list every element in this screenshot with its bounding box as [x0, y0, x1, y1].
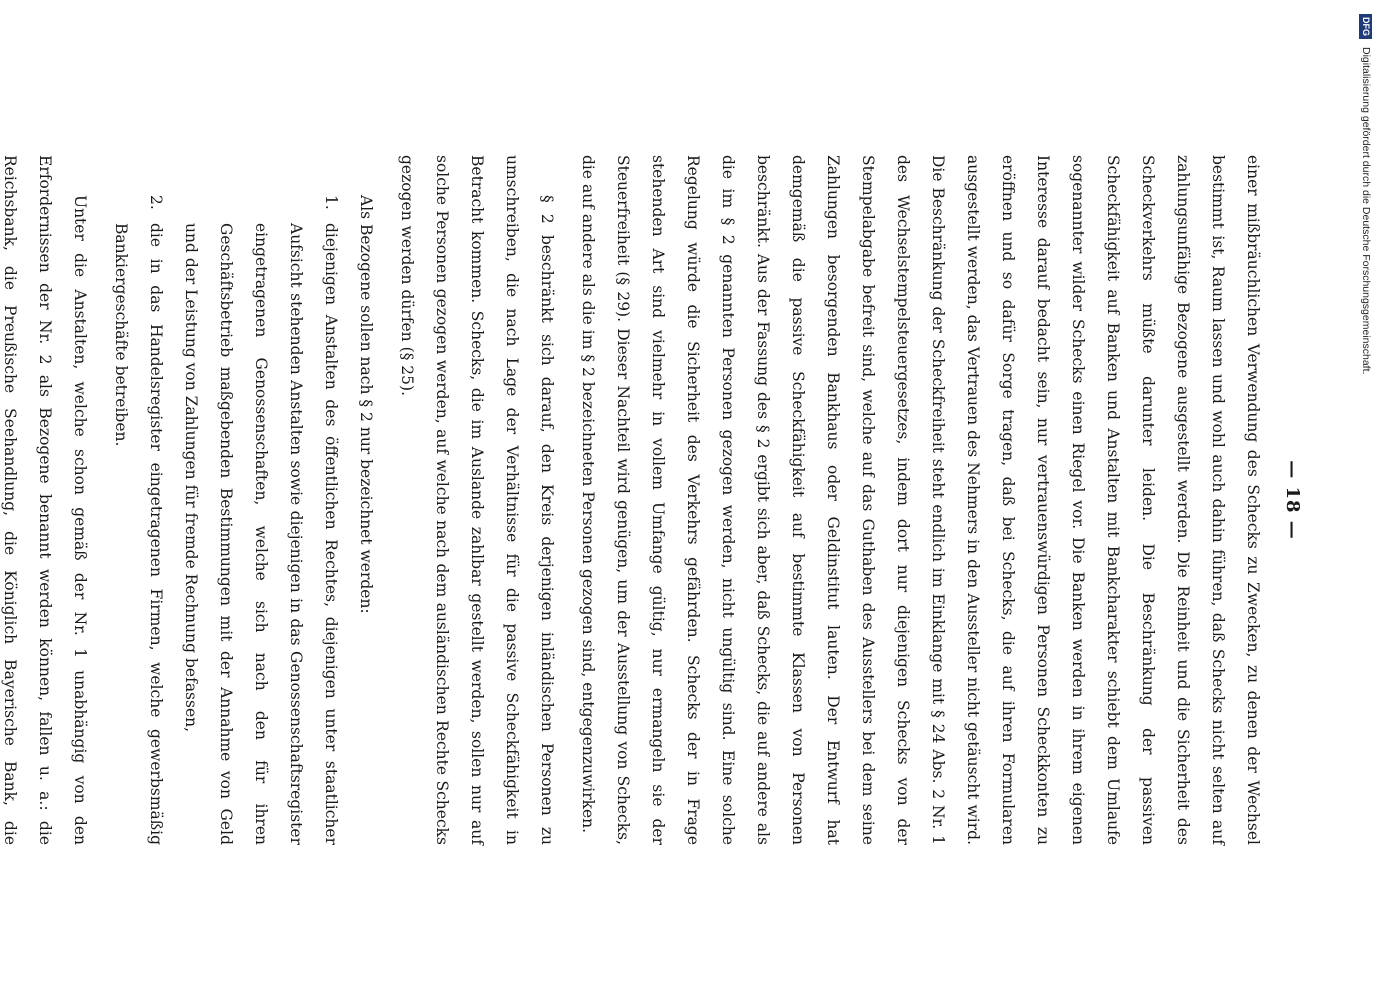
list-text: diejenigen Anstalten des öffentlichen Rechtes, diejenigen unter staatlicher Aufsicht stehenden Anstalten sowie diejenigen in das Genossenschaftsregister eingetragenen Genossenschaften, welche sich nach den für ihren Geschäftsbetrieb maßgebenden Bestimmungen mit der Annahme von Geld und der Leistung von Zahlungen für fremde Rechnung befassen, — [182, 223, 340, 845]
paragraph: § 2 beschränkt sich darauf, den Kreis derjenigen inländischen Personen zu umschreiben, die nach Lage der Verhältnisse für die passive Scheckfähigkeit in Betracht kommen. Schecks, die im Auslande zahlbar gestellt werden, sollen nur auf solche Personen gezogen werden, auf welche nach dem ausländischen Rechte Schecks gezogen werden dürfen (§ 25). — [398, 155, 556, 845]
dfg-logo: DFG — [1360, 14, 1373, 39]
digitization-note: Digitalisierung gefördert durch die Deutsche Forschungsgemeinschaft. — [1360, 47, 1372, 375]
list-text: die in das Handelsregister eingetragenen Firmen, welche gewerbsmäßig Bankiergeschäfte betreiben. — [112, 223, 165, 845]
list-number: 1. — [322, 195, 340, 210]
page-number: — 18 — — [1282, 460, 1303, 540]
list-item — [103, 195, 173, 845]
list-number: 2. — [147, 195, 165, 210]
list-item — [173, 195, 348, 845]
document-page — [1, 155, 1310, 845]
page-body — [0, 155, 1270, 845]
digitization-footer — [1356, 0, 1376, 1000]
rotated-page — [1, 155, 1310, 845]
paragraph: Unter die Anstalten, welche schon gemäß der Nr. 1 unabhängig von den Erfordernissen der Nr. 2 als Bezogene benannt werden können, fallen u. a.: die Reichsbank, die Preußische Seehandlung, die Königlich Bayerische Bank, die — [1, 155, 89, 845]
paragraph: einer mißbräuchlichen Verwendung des Schecks zu Zwecken, zu denen der Wechsel bestimmt ist, Raum lassen und wohl auch dahin führen, daß Schecks nicht selten auf zahlungsunfähige Bezogene ausgestellt werden. Die Reinheit und die Sicherheit des Scheckverkehrs müßte darunter leiden. Die Beschränkung der passiven Scheckfähigkeit auf Banken und Anstalten mit Bankcharakter schiebt dem Umlaufe sogenannter wilder Schecks einen Riegel vor. Die Banken werden in ihrem eigenen Interesse darauf bedacht sein, nur vertrauenswürdigen Personen Scheckkonten zu eröffnen und so dafür Sorge tragen, daß bei Schecks, die auf ihren Formularen ausgestellt werden, das Vertrauen des Nehmers in den Aussteller nicht getäuscht wird. Die Beschränkung der Scheckfreiheit steht endlich im Einklange mit § 24 Abs. 2 Nr. 1 des Wechselstempelsteuergesetzes, indem dort nur diejenigen Schecks von der Stempelabgabe befreit sind, welche auf das Guthaben des Ausstellers bei dem seine Zahlungen besorgenden Bankhaus oder Geldinstitut lauten. Der Entwurf hat demgemäß die passive Scheckfähigkeit auf bestimmte Klassen von Personen beschränkt. Aus der Fassung des § 2 ergibt sich aber, daß Schecks, die auf andere als die im § 2 genannten Personen gezogen werden, nicht ungültig sind. Eine solche Regelung würde die Sicherheit des Verkehrs gefährden. Schecks der in Frage stehenden Art sind vielmehr in vollem Umfange gültig, nur ermangeln sie der Steuerfreiheit (§ 29). Dieser Nachteil wird genügen, um der Ausstellung von Schecks, die auf andere als die im § 2 bezeichneten Personen gezogen sind, entgegenzuwirken. — [579, 155, 1262, 845]
paragraph: Als Bezogene sollen nach § 2 nur bezeichnet werden: — [357, 195, 375, 614]
